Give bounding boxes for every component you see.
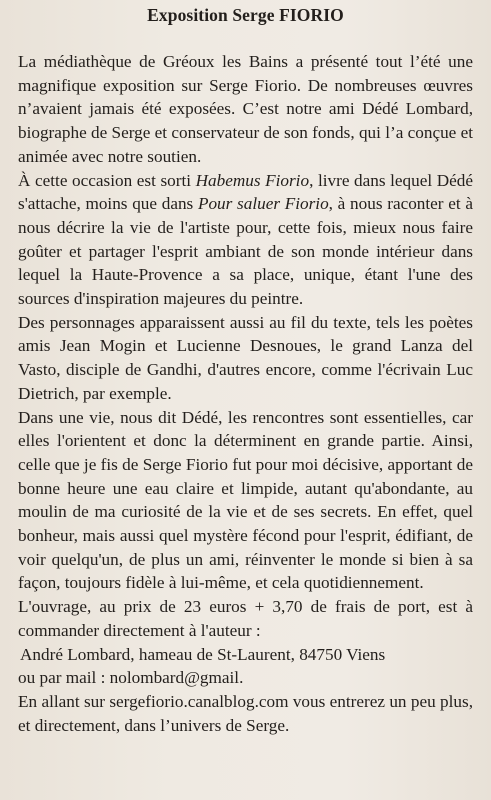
book-end-text: , à nous raconter et à nous décrire la vie de l'artiste pour, cette fois, mieux nous faire goûter et partager l'esprit ambiant de son monde intérieur dans lequel la Haute-Provence a sa place, unique, étant l'une des sources d'inspiration majeures du peintre. — [18, 194, 473, 309]
author-mail: ou par mail : nolombard@gmail. — [18, 668, 244, 688]
book-middle-text: , livre dans lequel Dédé s'attache, moins que dans — [18, 170, 473, 214]
author-address: André Lombard, hameau de St-Laurent, 84750 Viens — [20, 644, 386, 664]
book-title-habemus: Habemus Fiorio — [195, 170, 310, 190]
paragraph-quote: Dans une vie, nous dit Dédé, les rencontres sont essentielles, car elles l'orientent et donc la déterminent en grande partie. Ainsi, celle que je fis de Serge Fiorio fut pour moi décisive, apportant de bonne heure une eau claire et limpide, autant qu'abondante, au moulin de ma curiosité de la vie et de ses secrets. En effet, quel bonheur, mais aussi quel mystère fécond pour l'esprit, édifiant, de voir quelqu'un, de plus un ami, réinventer le monde si bien à sa façon, toujours fidèle à lui-même, et cela quotidiennement. — [18, 407, 473, 593]
book-title-pour-saluer: Pour saluer Fiorio — [197, 194, 329, 214]
paragraph-exhibition: La médiathèque de Gréoux les Bains a présenté tout l’été une magnifique exposition sur Serge Fiorio. De nombreuses œuvres n’avaient jamais été exposées. C’est notre ami Dédé Lombard, biographe de Serge et conservateur de son fonds, qui l’a conçue et animée avec notre soutien. — [18, 52, 473, 166]
paragraph-order: L'ouvrage, au prix de 23 euros + 3,70 de frais de port, est à commander directement à l'auteur : — [18, 597, 473, 640]
book-intro-text: À cette occasion est sorti — [18, 170, 196, 190]
article-body — [18, 50, 473, 737]
paragraph-characters: Des personnages apparaissent aussi au fil du texte, tels les poètes amis Jean Mogin et Lucienne Desnoues, le grand Lanza del Vasto, disciple de Gandhi, d'autres encore, comme l'écrivain Luc Dietrich, par exemple. — [18, 312, 473, 403]
paragraph-website: En allant sur sergefiorio.canalblog.com vous entrerez un peu plus, et directement, dans l’univers de Serge. — [18, 691, 473, 735]
paragraph-book — [18, 169, 473, 311]
article-title: Exposition Serge FIORIO — [147, 5, 344, 25]
